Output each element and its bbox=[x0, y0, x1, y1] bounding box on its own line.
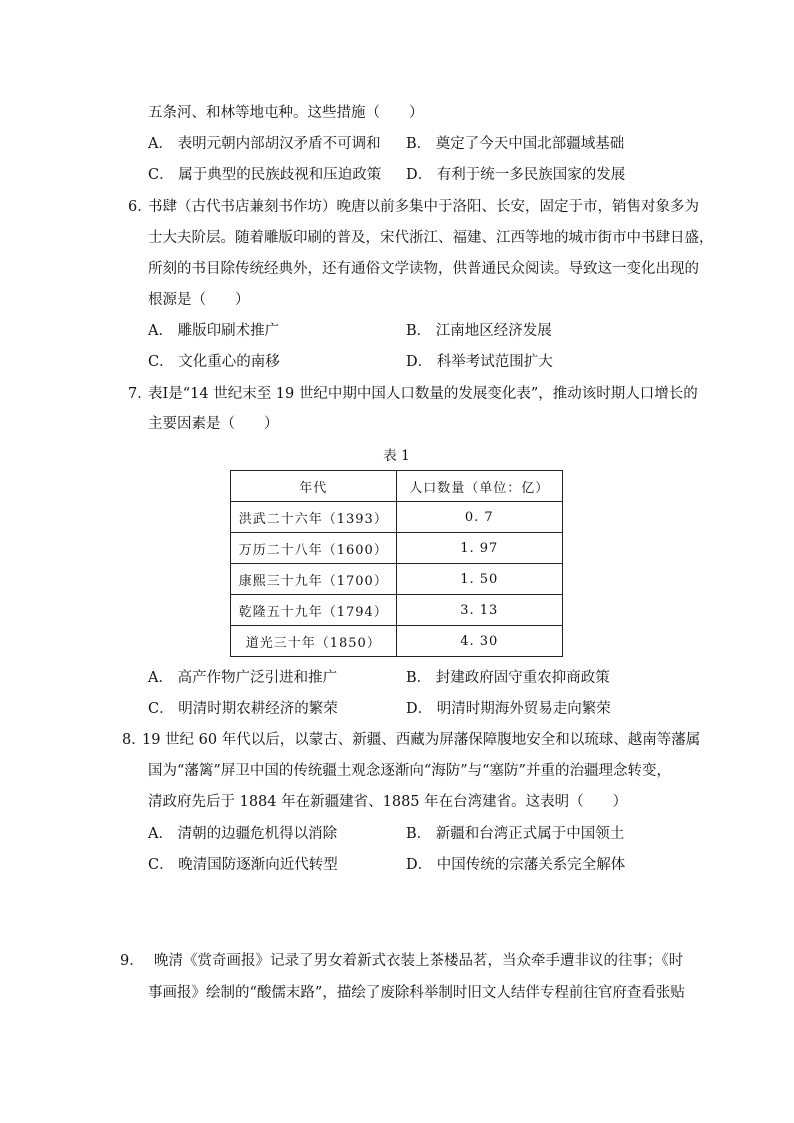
q8-option-a[interactable]: A． 清朝的边疆危机得以消除 bbox=[148, 826, 338, 842]
table-cell-era: 万历二十八年（1600） bbox=[231, 533, 397, 564]
q6-option-c[interactable]: C． 文化重心的南移 bbox=[148, 354, 280, 370]
table-cell-population: 1. 97 bbox=[396, 533, 562, 564]
table-cell-population: 4. 30 bbox=[396, 626, 562, 657]
q6-stem-line-3: 所刻的书目除传统经典外，还有通俗文学读物，供普通民众阅读。导致这一变化出现的 bbox=[148, 261, 699, 277]
table-cell-era: 乾隆五十九年（1794） bbox=[231, 595, 397, 626]
q8-option-c[interactable]: C． 晚清国防逐渐向近代转型 bbox=[148, 857, 338, 873]
q6-stem-line-4: 根源是（ ） bbox=[148, 292, 250, 308]
table-header-population: 人口数量（单位：亿） bbox=[396, 471, 562, 502]
q8-number: 8． bbox=[122, 732, 146, 748]
table-row bbox=[231, 533, 563, 564]
q8-option-b[interactable]: B． 新疆和台湾正式属于中国领土 bbox=[406, 826, 625, 842]
q7-table-caption: 表 1 bbox=[383, 448, 410, 464]
q6-option-d[interactable]: D． 科举考试范围扩大 bbox=[406, 354, 553, 370]
table-row bbox=[231, 595, 563, 626]
q6-stem-line-2: 士大夫阶层。随着雕版印刷的普及，宋代浙江、福建、江西等地的城市街市中书肆日盛， bbox=[148, 230, 714, 246]
q5-option-c[interactable]: C． 属于典型的民族歧视和压迫政策 bbox=[148, 167, 382, 183]
q7-stem-line-1: 表Ⅰ是“14 世纪末至 19 世纪中期中国人口数量的发展变化表”，推动该时期人口增长的 bbox=[148, 386, 698, 402]
q5-option-d[interactable]: D． 有利于统一多民族国家的发展 bbox=[406, 167, 626, 183]
q6-number: 6． bbox=[128, 199, 152, 215]
table-cell-era: 洪武二十六年（1393） bbox=[231, 502, 397, 533]
table-cell-era: 道光三十年（1850） bbox=[231, 626, 397, 657]
q6-option-b[interactable]: B． 江南地区经济发展 bbox=[406, 323, 552, 339]
q5-stem-tail: 五条河、和林等地屯种。这些措施（ ） bbox=[148, 105, 424, 121]
q9-stem-line-2: 事画报》绘制的“酸儒末路”，描绘了废除科举制时旧文人结伴专程前往官府查看张贴 bbox=[148, 985, 685, 1001]
q7-option-b[interactable]: B． 封建政府固守重农抑商政策 bbox=[406, 670, 610, 686]
table-header-era: 年代 bbox=[231, 471, 397, 502]
q8-option-d[interactable]: D． 中国传统的宗藩关系完全解体 bbox=[406, 857, 626, 873]
q6-stem-line-1: 书肆（古代书店兼刻书作坊）晚唐以前多集中于洛阳、长安，固定于市，销售对象多为 bbox=[148, 199, 699, 215]
q6-option-a[interactable]: A． 雕版印刷术推广 bbox=[148, 323, 280, 339]
q5-option-b[interactable]: B． 奠定了今天中国北部疆域基础 bbox=[406, 136, 625, 152]
q7-number: 7． bbox=[128, 386, 152, 402]
population-table bbox=[230, 470, 563, 657]
q9-number: 9． bbox=[120, 953, 144, 969]
table-cell-population: 3. 13 bbox=[396, 595, 562, 626]
q9-stem-line-1: 晚清《赏奇画报》记录了男女着新式衣装上茶楼品茗，当众牵手遭非议的往事；《时 bbox=[154, 953, 684, 969]
table-row bbox=[231, 502, 563, 533]
table-row bbox=[231, 626, 563, 657]
q8-stem-line-3: 清政府先后于 1884 年在新疆建省、1885 年在台湾建省。这表明（ ） bbox=[148, 794, 628, 810]
q7-option-d[interactable]: D． 明清时期海外贸易走向繁荣 bbox=[406, 701, 611, 717]
q7-stem-line-2: 主要因素是（ ） bbox=[148, 416, 279, 432]
table-cell-population: 0. 7 bbox=[396, 502, 562, 533]
table-header-row bbox=[231, 471, 563, 502]
q7-option-a[interactable]: A． 高产作物广泛引进和推广 bbox=[148, 670, 338, 686]
table-cell-population: 1. 50 bbox=[396, 564, 562, 595]
q8-stem-line-2: 国为“藩篱”屏卫中国的传统疆土观念逐渐向“海防”与“塞防”并重的治疆理念转变， bbox=[148, 763, 671, 779]
q8-stem-line-1: 19 世纪 60 年代以后，以蒙古、新疆、西藏为屏藩保障腹地安全和以琉球、越南等藩属 bbox=[142, 732, 701, 748]
table-cell-era: 康熙三十九年（1700） bbox=[231, 564, 397, 595]
q7-option-c[interactable]: C． 明清时期农耕经济的繁荣 bbox=[148, 701, 338, 717]
q5-option-a[interactable]: A． 表明元朝内部胡汉矛盾不可调和 bbox=[148, 136, 381, 152]
table-row bbox=[231, 564, 563, 595]
